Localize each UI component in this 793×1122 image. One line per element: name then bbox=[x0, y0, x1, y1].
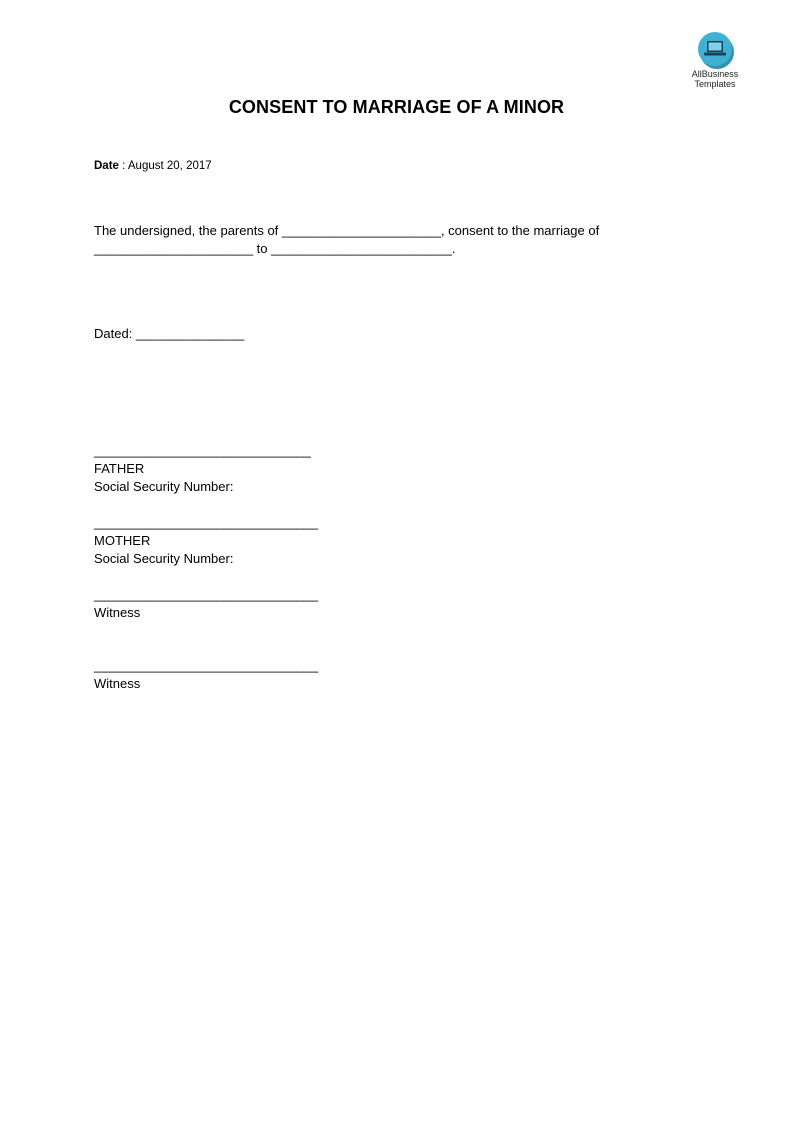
consent-line-1: The undersigned, the parents of ______________________, consent to the marriage of bbox=[94, 223, 600, 238]
witness-1-signature-line: _______________________________ bbox=[94, 587, 319, 602]
father-signature-block bbox=[94, 442, 311, 496]
witness-1-signature-block bbox=[94, 586, 318, 622]
document-title: CONSENT TO MARRIAGE OF A MINOR bbox=[228, 97, 565, 117]
witness-2-label: Witness bbox=[94, 676, 141, 691]
witness-2-signature-line: _______________________________ bbox=[94, 658, 319, 673]
witness-1-label: Witness bbox=[94, 605, 141, 620]
mother-signature-line: _______________________________ bbox=[94, 515, 319, 530]
logo-text bbox=[684, 69, 746, 89]
mother-ssn-label: Social Security Number: bbox=[94, 551, 234, 566]
father-signature-line: ______________________________ bbox=[94, 443, 311, 458]
consent-line-2: ______________________ to _________________________. bbox=[94, 241, 456, 256]
mother-label: MOTHER bbox=[94, 533, 151, 548]
date-line bbox=[94, 160, 212, 172]
witness-2-signature-block bbox=[94, 657, 318, 693]
dated-field: Dated: _______________ bbox=[94, 326, 245, 341]
father-label: FATHER bbox=[94, 461, 145, 476]
consent-paragraph bbox=[94, 222, 654, 258]
mother-signature-block bbox=[94, 514, 318, 568]
laptop-icon bbox=[698, 32, 732, 66]
date-label: Date bbox=[94, 160, 119, 172]
logo-text-line1: AllBusiness bbox=[691, 69, 739, 79]
logo-text-line2: Templates bbox=[694, 79, 736, 89]
company-logo bbox=[684, 32, 746, 89]
date-separator: : bbox=[118, 160, 128, 172]
date-value: August 20, 2017 bbox=[127, 160, 212, 172]
father-ssn-label: Social Security Number: bbox=[94, 479, 234, 494]
